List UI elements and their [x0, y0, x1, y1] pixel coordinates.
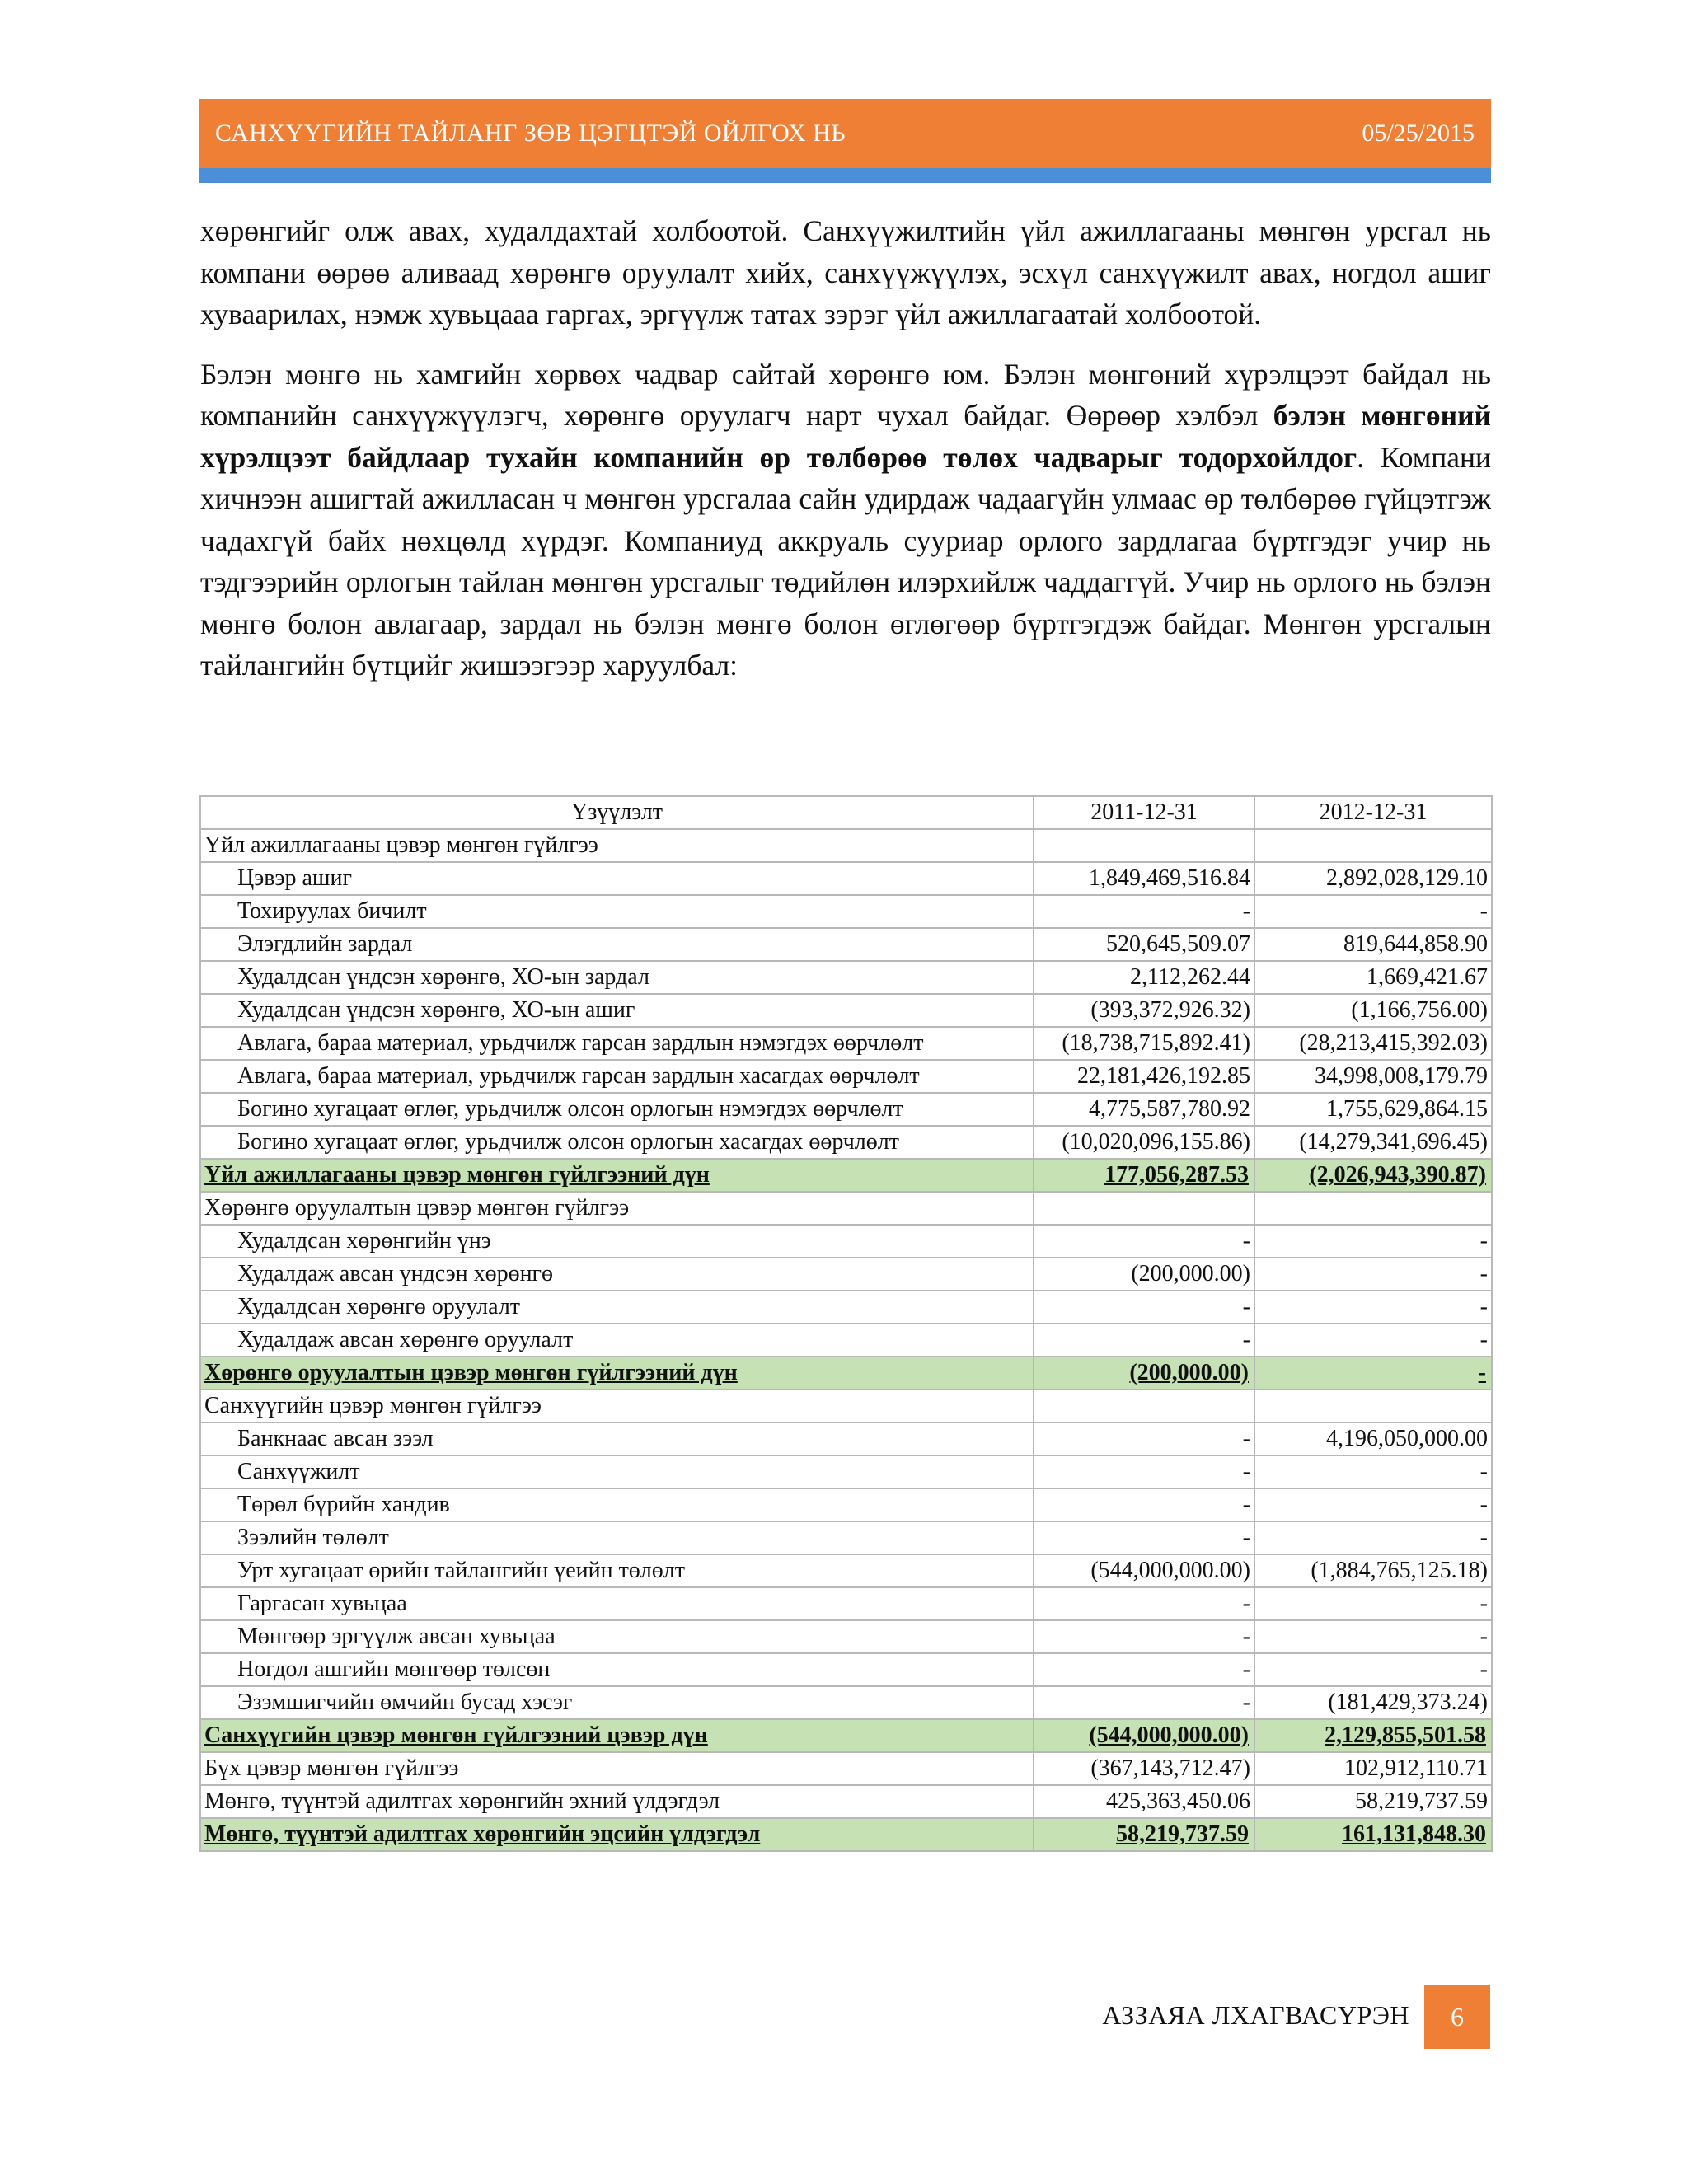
row-label: Банкнаас авсан зээл	[200, 1422, 1034, 1455]
value-2011: -	[1034, 1422, 1254, 1455]
row-label: Худалдсан хөрөнгийн үнэ	[200, 1225, 1034, 1258]
value-2012: 2,892,028,129.10	[1254, 862, 1492, 895]
table-row	[200, 1324, 1492, 1357]
value-2011: -	[1034, 1324, 1254, 1357]
table-row	[200, 1422, 1492, 1455]
value-2011: (200,000.00)	[1034, 1258, 1254, 1291]
table-row	[200, 1225, 1492, 1258]
value-2012: (1,166,756.00)	[1254, 994, 1492, 1027]
table-row	[200, 1027, 1492, 1060]
row-label: Үйл ажиллагааны цэвэр мөнгөн гүйлгээ	[200, 829, 1034, 862]
table-section-row	[200, 829, 1492, 862]
value-2011: 58,219,737.59	[1034, 1818, 1254, 1851]
row-label: Санхүүжилт	[200, 1455, 1034, 1488]
value-2012: -	[1254, 1521, 1492, 1554]
column-header-2011: 2011-12-31	[1034, 796, 1254, 829]
value-2011: (200,000.00)	[1034, 1357, 1254, 1390]
column-header-indicator: Үзүүлэлт	[200, 796, 1034, 829]
value-2012: (181,429,373.24)	[1254, 1686, 1492, 1719]
table-row	[200, 895, 1492, 928]
value-2011: -	[1034, 1488, 1254, 1521]
value-2011: (544,000,000.00)	[1034, 1719, 1254, 1752]
value-2012: (2,026,943,390.87)	[1254, 1159, 1492, 1192]
document-date: 05/25/2015	[1362, 120, 1475, 147]
value-2012	[1254, 1390, 1492, 1422]
table-section-row	[200, 1390, 1492, 1422]
table-row	[200, 1554, 1492, 1587]
table-row	[200, 1752, 1492, 1785]
paragraph-1: хөрөнгийг олж авах, худалдахтай холбоотой. Санхүүжилтийн үйл ажиллагааны мөнгөн урсгал нь компани өөрөө аливаад хөрөнгө оруулалт хийх, санхүүжүүлэх, эсхүл санхүүжилт авах, ногдол ашиг хуваарилах, нэмж хувьцааа гаргах, эргүүлж татах зэрэг үйл ажиллагаатай холбоотой.	[200, 214, 1491, 330]
table-row	[200, 862, 1492, 895]
row-label: Эзэмшигчийн өмчийн бусад хэсэг	[200, 1686, 1034, 1719]
header-accent-rule	[199, 168, 1491, 183]
table-total-row	[200, 1357, 1492, 1390]
table-row	[200, 1587, 1492, 1620]
value-2012: (1,884,765,125.18)	[1254, 1554, 1492, 1587]
value-2011: 4,775,587,780.92	[1034, 1093, 1254, 1126]
value-2012: 34,998,008,179.79	[1254, 1060, 1492, 1093]
value-2011: -	[1034, 1620, 1254, 1653]
value-2011: (10,020,096,155.86)	[1034, 1126, 1254, 1159]
value-2011: 1,849,469,516.84	[1034, 862, 1254, 895]
table-row	[200, 1126, 1492, 1159]
row-label: Авлага, бараа материал, урьдчилж гарсан зардлын хасагдах өөрчлөлт	[200, 1060, 1034, 1093]
row-label: Ногдол ашгийн мөнгөөр төлсөн	[200, 1653, 1034, 1686]
row-label: Цэвэр ашиг	[200, 862, 1034, 895]
row-label: Санхүүгийн цэвэр мөнгөн гүйлгээ	[200, 1390, 1034, 1422]
value-2011: -	[1034, 1686, 1254, 1719]
value-2011	[1034, 829, 1254, 862]
row-label: Хөрөнгө оруулалтын цэвэр мөнгөн гүйлгээний дүн	[200, 1357, 1034, 1390]
value-2011: -	[1034, 1225, 1254, 1258]
table-row	[200, 928, 1492, 961]
table-row	[200, 994, 1492, 1027]
row-label: Хөрөнгө оруулалтын цэвэр мөнгөн гүйлгээ	[200, 1192, 1034, 1225]
value-2012: 819,644,858.90	[1254, 928, 1492, 961]
row-label: Авлага, бараа материал, урьдчилж гарсан зардлын нэмэгдэх өөрчлөлт	[200, 1027, 1034, 1060]
paragraph-2	[200, 354, 1491, 687]
table-row	[200, 1488, 1492, 1521]
cash-flow-table	[199, 795, 1493, 1852]
value-2011: 177,056,287.53	[1034, 1159, 1254, 1192]
table-section-row	[200, 1192, 1492, 1225]
value-2011: 520,645,509.07	[1034, 928, 1254, 961]
table-row	[200, 1521, 1492, 1554]
value-2012: (28,213,415,392.03)	[1254, 1027, 1492, 1060]
value-2011: -	[1034, 1653, 1254, 1686]
value-2011	[1034, 1192, 1254, 1225]
table-body	[200, 829, 1492, 1851]
row-label: Үйл ажиллагааны цэвэр мөнгөн гүйлгээний дүн	[200, 1159, 1034, 1192]
value-2011: -	[1034, 1291, 1254, 1324]
value-2012: 1,755,629,864.15	[1254, 1093, 1492, 1126]
table-row	[200, 1093, 1492, 1126]
row-label: Тохируулах бичилт	[200, 895, 1034, 928]
row-label: Богино хугацаат өглөг, урьдчилж олсон орлогын хасагдах өөрчлөлт	[200, 1126, 1034, 1159]
row-label: Худалдсан хөрөнгө оруулалт	[200, 1291, 1034, 1324]
row-label: Урт хугацаат өрийн тайлангийн үеийн төлөлт	[200, 1554, 1034, 1587]
value-2012: -	[1254, 1357, 1492, 1390]
table-row	[200, 1455, 1492, 1488]
value-2012: -	[1254, 1455, 1492, 1488]
row-label: Санхүүгийн цэвэр мөнгөн гүйлгээний цэвэр дүн	[200, 1719, 1034, 1752]
value-2012: -	[1254, 895, 1492, 928]
value-2012	[1254, 829, 1492, 862]
table-total-row	[200, 1818, 1492, 1851]
table-row	[200, 1686, 1492, 1719]
row-label: Богино хугацаат өглөг, урьдчилж олсон орлогын нэмэгдэх өөрчлөлт	[200, 1093, 1034, 1126]
value-2012: (14,279,341,696.45)	[1254, 1126, 1492, 1159]
table-total-row	[200, 1159, 1492, 1192]
value-2012: -	[1254, 1653, 1492, 1686]
value-2011: -	[1034, 1587, 1254, 1620]
value-2011: -	[1034, 895, 1254, 928]
value-2011: 425,363,450.06	[1034, 1785, 1254, 1818]
document-header	[199, 99, 1491, 168]
row-label: Бүх цэвэр мөнгөн гүйлгээ	[200, 1752, 1034, 1785]
value-2011: -	[1034, 1455, 1254, 1488]
table-row	[200, 1291, 1492, 1324]
row-label: Мөнгө, түүнтэй адилтгах хөрөнгийн эхний үлдэгдэл	[200, 1785, 1034, 1818]
paragraph-2-start: Бэлэн мөнгө нь хамгийн хөрвөх чадвар сайтай хөрөнгө юм. Бэлэн мөнгөний хүрэлцээт байдал нь компанийн санхүүжүүлэгч, хөрөнгө оруулагч нарт чухал байдаг. Өөрөөр хэлбэл	[200, 357, 1491, 432]
table-row	[200, 1653, 1492, 1686]
value-2011	[1034, 1390, 1254, 1422]
document-title: САНХҮҮГИЙН ТАЙЛАНГ ЗӨВ ЦЭГЦТЭЙ ОЙЛГОХ НЬ	[215, 120, 846, 147]
table-row	[200, 1620, 1492, 1653]
value-2011: (393,372,926.32)	[1034, 994, 1254, 1027]
row-label: Мөнгө, түүнтэй адилтгах хөрөнгийн эцсийн үлдэгдэл	[200, 1818, 1034, 1851]
table-total-row	[200, 1719, 1492, 1752]
value-2011: (367,143,712.47)	[1034, 1752, 1254, 1785]
row-label: Худалдсан үндсэн хөрөнгө, ХО-ын ашиг	[200, 994, 1034, 1027]
table-row	[200, 1060, 1492, 1093]
value-2012: 2,129,855,501.58	[1254, 1719, 1492, 1752]
value-2012: 102,912,110.71	[1254, 1752, 1492, 1785]
row-label: Зээлийн төлөлт	[200, 1521, 1034, 1554]
page-number: 6	[1424, 1985, 1490, 2049]
value-2012: -	[1254, 1488, 1492, 1521]
value-2012: -	[1254, 1620, 1492, 1653]
value-2012: 58,219,737.59	[1254, 1785, 1492, 1818]
row-label: Худалдаж авсан хөрөнгө оруулалт	[200, 1324, 1034, 1357]
value-2012	[1254, 1192, 1492, 1225]
value-2012: 1,669,421.67	[1254, 961, 1492, 994]
value-2011: (18,738,715,892.41)	[1034, 1027, 1254, 1060]
row-label: Худалдсан үндсэн хөрөнгө, ХО-ын зардал	[200, 961, 1034, 994]
value-2012: -	[1254, 1291, 1492, 1324]
paragraph-2-bold: бэлэн мөнгөний хүрэлцээт байдлаар тухайн компанийн өр төлбөрөө төлөх чадварыг тодорхойлдог	[200, 399, 1491, 474]
value-2011: 22,181,426,192.85	[1034, 1060, 1254, 1093]
value-2012: -	[1254, 1587, 1492, 1620]
value-2011: -	[1034, 1521, 1254, 1554]
value-2012: 161,131,848.30	[1254, 1818, 1492, 1851]
table-row	[200, 961, 1492, 994]
table-row	[200, 1785, 1492, 1818]
body-text	[200, 210, 1491, 705]
value-2012: 4,196,050,000.00	[1254, 1422, 1492, 1455]
row-label: Худалдаж авсан үндсэн хөрөнгө	[200, 1258, 1034, 1291]
table-header-row	[200, 796, 1492, 829]
row-label: Мөнгөөр эргүүлж авсан хувьцаа	[200, 1620, 1034, 1653]
value-2012: -	[1254, 1225, 1492, 1258]
value-2011: (544,000,000.00)	[1034, 1554, 1254, 1587]
footer-author: АЗЗАЯА ЛХАГВАСҮРЭН	[1102, 2000, 1409, 2030]
value-2011: 2,112,262.44	[1034, 961, 1254, 994]
column-header-2012: 2012-12-31	[1254, 796, 1492, 829]
row-label: Элэгдлийн зардал	[200, 928, 1034, 961]
table-row	[200, 1258, 1492, 1291]
value-2012: -	[1254, 1258, 1492, 1291]
value-2012: -	[1254, 1324, 1492, 1357]
row-label: Төрөл бүрийн хандив	[200, 1488, 1034, 1521]
row-label: Гаргасан хувьцаа	[200, 1587, 1034, 1620]
paragraph-2-end: . Компани хичнээн ашигтай ажилласан ч мөнгөн урсгалаа сайн удирдаж чадаагүйн улмаас өр төлбөрөө гүйцэтгэж чадахгүй байх нөхцөлд хүрдэг. Компаниуд аккруаль сууриар орлого зардлагаа бүртгэдэг учир нь тэдгээрийн орлогын тайлан мөнгөн урсгалыг төдийлөн илэрхийлж чаддаггүй. Учир нь орлого нь бэлэн мөнгө болон авлагаар, зардал нь бэлэн мөнгө болон өглөгөөр бүртгэгдэж байдаг. Мөнгөн урсгалын тайлангийн бүтцийг жишээгээр харуулбал:	[200, 440, 1491, 682]
